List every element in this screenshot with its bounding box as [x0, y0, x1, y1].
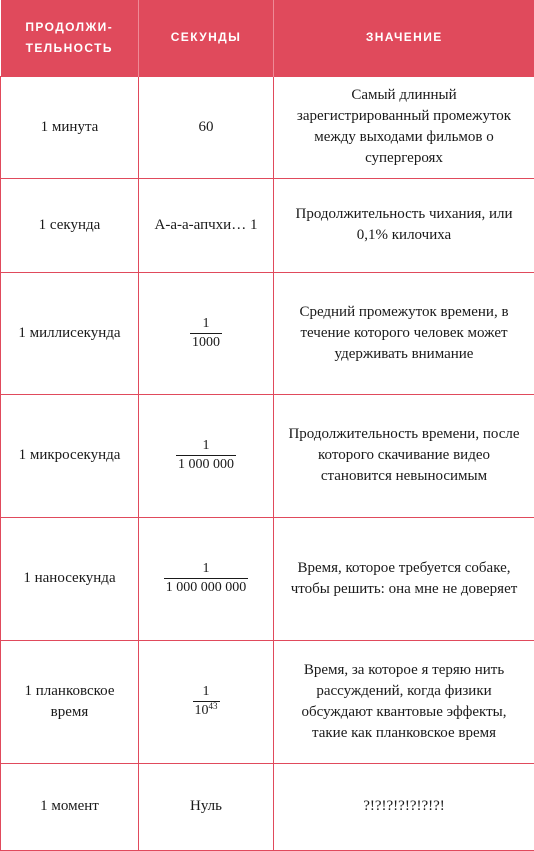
power-base: 10 [195, 703, 209, 718]
duration-cell: 1 момент [1, 763, 139, 850]
meaning-cell: Время, за которое я теряю нить рассуждений, когда физики обсуждают квантовые эффекты, такие как планковское время [274, 640, 534, 763]
fraction-numerator: 1 [201, 683, 212, 701]
table-row [1, 272, 534, 394]
fraction-numerator: 1 [201, 437, 212, 455]
table-row [1, 76, 534, 178]
header-duration: ПРОДОЛЖИ- ТЕЛЬНОСТЬ [1, 0, 139, 76]
meaning-cell: ?!?!?!?!?!?!?! [274, 763, 534, 850]
fraction [164, 560, 249, 597]
meaning-cell: Самый длинный зарегистрированный промежуток между выходами фильмов о супергероях [274, 76, 534, 178]
power-exponent: 43 [209, 701, 218, 711]
seconds-cell [139, 517, 274, 640]
duration-cell: 1 миллисекунда [1, 272, 139, 394]
meaning-cell: Средний промежуток времени, в течение которого человек может удерживать внимание [274, 272, 534, 394]
duration-cell: 1 минута [1, 76, 139, 178]
header-row [1, 0, 534, 76]
fraction [190, 315, 222, 352]
duration-cell: 1 микросекунда [1, 394, 139, 517]
fraction [193, 683, 220, 720]
meaning-cell: Продолжительность чихания, или 0,1% килочиха [274, 178, 534, 272]
seconds-cell: 60 [139, 76, 274, 178]
meaning-cell: Время, которое требуется собаке, чтобы решить: она мне не доверяет [274, 517, 534, 640]
table-row [1, 178, 534, 272]
seconds-cell: А-а-а-апчхи… 1 [139, 178, 274, 272]
table-row [1, 517, 534, 640]
table-row [1, 394, 534, 517]
header-meaning: ЗНАЧЕНИЕ [274, 0, 534, 76]
fraction-denominator [193, 701, 220, 720]
table-row [1, 640, 534, 763]
fraction-numerator: 1 [201, 560, 212, 578]
fraction-denominator: 1000 [190, 333, 222, 352]
seconds-cell [139, 394, 274, 517]
fraction [176, 437, 236, 474]
duration-cell: 1 планковское время [1, 640, 139, 763]
fraction-denominator: 1 000 000 000 [164, 578, 249, 597]
seconds-cell [139, 272, 274, 394]
table-row [1, 763, 534, 850]
header-seconds: СЕКУНДЫ [139, 0, 274, 76]
duration-cell: 1 наносекунда [1, 517, 139, 640]
seconds-cell [139, 640, 274, 763]
duration-cell: 1 секунда [1, 178, 139, 272]
fraction-denominator: 1 000 000 [176, 455, 236, 474]
seconds-cell: Нуль [139, 763, 274, 850]
meaning-cell: Продолжительность времени, после которого скачивание видео становится невыносимым [274, 394, 534, 517]
fraction-numerator: 1 [201, 315, 212, 333]
